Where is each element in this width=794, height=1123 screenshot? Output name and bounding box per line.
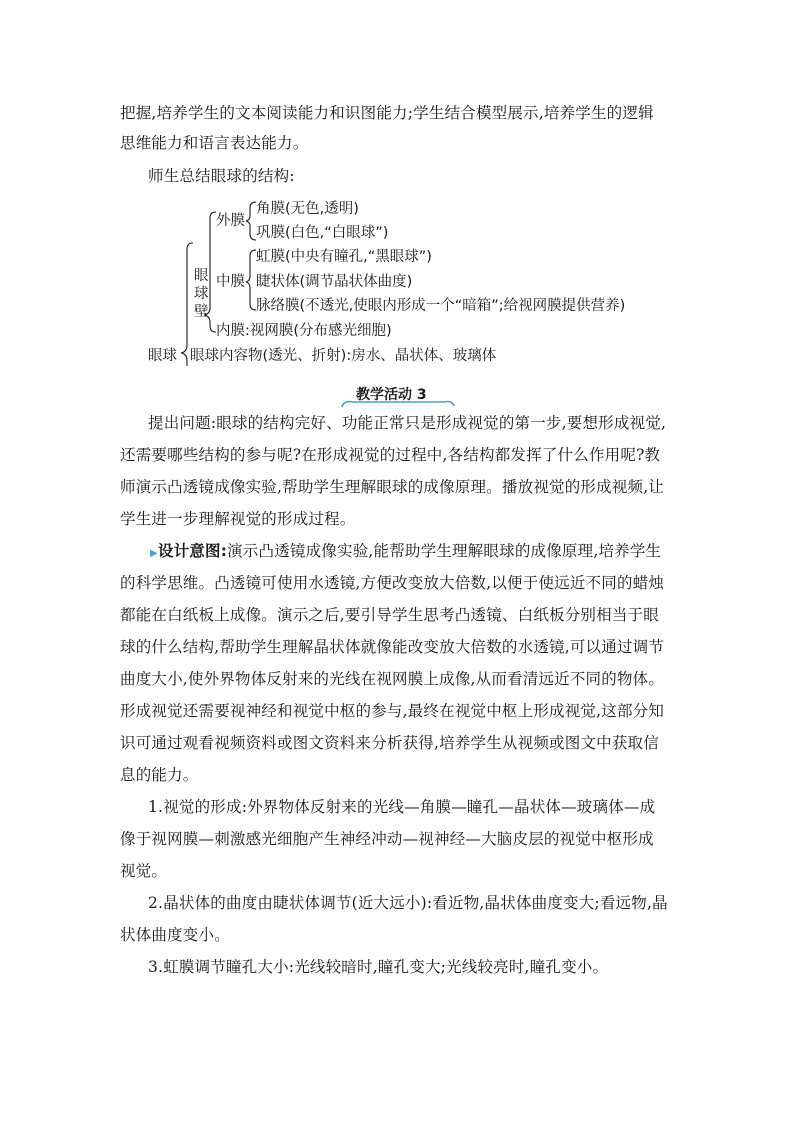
tree-middle-layer: 中膜 (216, 274, 245, 290)
tree-contents: 眼球内容物(透光、折射):房水、晶状体、玻璃体 (190, 348, 497, 364)
tree-wall-char-1: 眼 (194, 268, 209, 284)
design-intent-text: 演示凸透镜成像实验,能帮助学生理解眼球的成像原理,培养学生 (227, 542, 662, 560)
design-intent-line-2: 的科学思维。凸透镜可使用水透镜,方便改变放大倍数,以便于使远近不同的蜡烛 (120, 574, 665, 592)
tree-outer-layer: 外膜 (216, 213, 245, 229)
activity-p1-line-3: 师演示凸透镜成像实验,帮助学生理解眼球的成像原理。播放视觉的形成视频,让 (120, 478, 665, 496)
tree-wall-char-2: 球 (194, 286, 209, 302)
middle-brace (246, 250, 256, 310)
tree-choroid: 脉络膜(不透光,使眼内形成一个“暗箱”;给视网膜提供营养) (256, 298, 626, 314)
item-2-line-2: 状体曲度变小。 (120, 926, 230, 944)
design-intent-line-7: 识可通过观看视频资料或图文资料来分析获得,培养学生从视频或图文中获取信 (120, 734, 659, 752)
design-intent-line-4: 球的什么结构,帮助学生理解晶状体就像能改变放大倍数的水透镜,可以通过调节 (120, 638, 665, 656)
triangle-bullet-icon: ▶ (150, 548, 158, 559)
activity-heading-text: 教学活动 3 (356, 387, 427, 403)
tree-cornea: 角膜(无色,透明) (256, 201, 359, 217)
tree-iris: 虹膜(中央有瞳孔,“黑眼球”) (256, 249, 432, 265)
item-1-line-3: 视觉。 (120, 862, 168, 880)
summary-line: 师生总结眼球的结构: (148, 167, 295, 185)
intro-line-2: 思维能力和语言表达能力。 (120, 134, 309, 152)
design-intent-line-6: 形成视觉还需要视神经和视觉中枢的参与,最终在视觉中枢上形成视觉,这部分知 (120, 702, 665, 720)
item-3-line-1: 3.虹膜调节瞳孔大小:光线较暗时,瞳孔变大;光线较亮时,瞳孔变小。 (148, 958, 609, 976)
activity-p1-line-2: 还需要哪些结构的参与呢?在形成视觉的过程中,各结构都发挥了什么作用呢?教 (120, 446, 661, 464)
design-intent-label: 设计意图: (157, 542, 228, 560)
tree-wall-char-3: 壁 (194, 304, 209, 320)
activity-p1-line-4: 学生进一步理解视觉的形成过程。 (120, 510, 356, 528)
design-intent-line-8: 息的能力。 (120, 766, 199, 784)
tree-ciliary-body: 睫状体(调节晶状体曲度) (256, 274, 413, 290)
design-intent-line-5: 曲度大小,使外界物体反射来的光线在视网膜上成像,从而看清远近不同的物体。 (120, 670, 665, 688)
activity-p1-line-1: 提出问题:眼球的结构完好、功能正常只是形成视觉的第一步,要想形成视觉, (148, 414, 667, 432)
tree-root-eyeball: 眼球 (148, 348, 177, 364)
tree-sclera: 巩膜(白色,“白眼球”) (256, 225, 389, 241)
intro-line-1: 把握,培养学生的文本阅读能力和识图能力;学生结合模型展示,培养学生的逻辑 (120, 104, 654, 122)
design-intent-first-line (150, 541, 661, 564)
item-2-line-1: 2.晶状体的曲度由睫状体调节(近大远小):看近物,晶状体曲度变大;看远物,晶 (148, 894, 668, 912)
outer-brace (246, 202, 256, 240)
item-1-line-1: 1.视觉的形成:外界物体反射来的光线—角膜—瞳孔—晶状体—玻璃体—成 (148, 798, 656, 816)
design-intent-line-3: 都能在白纸板上成像。演示之后,要引导学生思考凸透镜、白纸板分别相当于眼 (120, 606, 659, 624)
item-1-line-2: 像于视网膜—刺激感光细胞产生神经冲动—视神经—大脑皮层的视觉中枢形成 (120, 830, 654, 848)
tree-inner-layer: 内膜:视网膜(分布感光细胞) (216, 323, 392, 339)
heading-underline (340, 398, 456, 410)
tree-brackets (0, 0, 794, 380)
